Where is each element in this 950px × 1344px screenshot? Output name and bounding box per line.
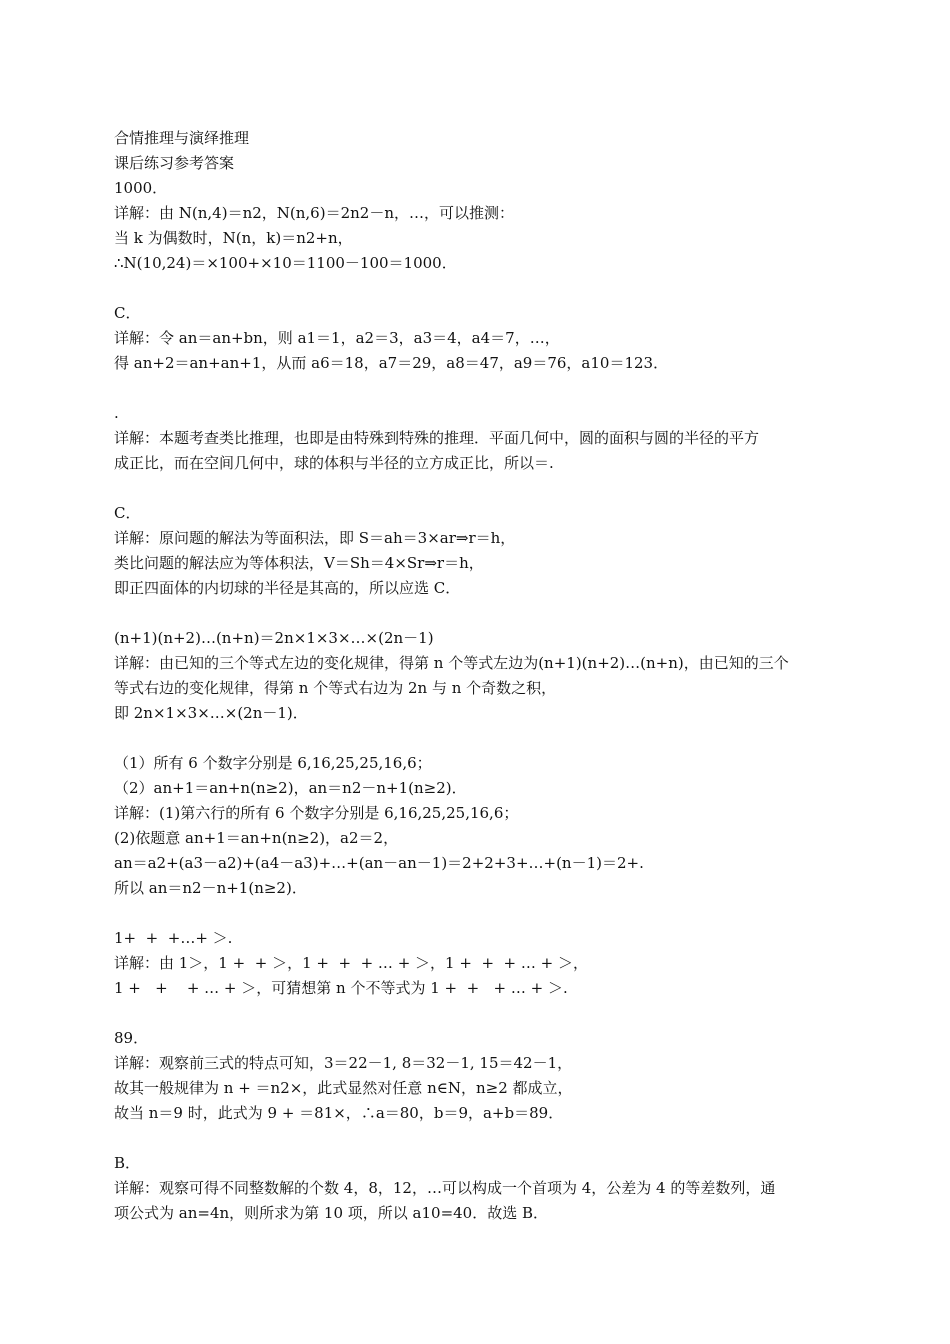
section-gap (114, 1126, 840, 1151)
explanation-line: 成正比，而在空间几何中，球的体积与半径的立方成正比，所以＝. (114, 454, 554, 472)
explanation-line: 即正四面体的内切球的半径是其高的，所以应选 C． (114, 579, 461, 597)
document-body (114, 126, 840, 1226)
document-title: 合情推理与演绎推理 (114, 129, 250, 147)
explanation-line: 1 + + + … + ＞，可猜想第 n 个不等式为 1 + + + … + ＞. (114, 979, 568, 997)
answer-line: C． (114, 504, 141, 522)
answer-line: 1+ + +…+ ＞. (114, 929, 233, 947)
answer-line: 89． (114, 1029, 149, 1047)
answer-section (114, 926, 840, 1001)
explanation-line: 详解：由 N(n,4)＝n2，N(n,6)＝2n2－n，…，可以推测： (114, 204, 514, 222)
explanation-line: 类比问题的解法应为等体积法，V＝Sh＝4×Sr⇒r＝h， (114, 554, 484, 572)
explanation-line: 即 2n×1×3×…×(2n－1)． (114, 704, 308, 722)
explanation-line: ∴N(10,24)＝×100+×10＝1100－100＝1000． (114, 254, 457, 272)
answer-section (114, 626, 840, 726)
answer-list (114, 176, 840, 1226)
explanation-line: 故其一般规律为 n + ＝n2×，此式显然对任意 n∈N，n≥2 都成立， (114, 1079, 573, 1097)
explanation-line: 详解：令 an＝an+bn，则 a1＝1，a2＝3，a3＝4，a4＝7，…， (114, 329, 560, 347)
document-subtitle: 课后练习参考答案 (114, 154, 235, 172)
answer-line: B． (114, 1154, 141, 1172)
section-gap (114, 276, 840, 301)
answer-section (114, 1026, 840, 1126)
answer-line: （1）所有 6 个数字分别是 6,16,25,25,16,6； (114, 754, 432, 772)
explanation-line: 详解：由已知的三个等式左边的变化规律，得第 n 个等式左边为(n+1)(n+2)…(n+n)，由已知的三个 (114, 654, 789, 672)
explanation-line: an＝a2+(a3－a2)+(a4－a3)+…+(an－an－1)＝2+2+3+…+(n－1)＝2+. (114, 854, 644, 872)
section-gap (114, 476, 840, 501)
explanation-line: 故当 n＝9 时，此式为 9 + ＝81×，∴a＝80，b＝9，a+b＝89． (114, 1104, 564, 1122)
answer-section (114, 401, 840, 476)
section-gap (114, 901, 840, 926)
explanation-line: 项公式为 an=4n，则所求为第 10 项，所以 a10=40．故选 B． (114, 1204, 549, 1222)
answer-section (114, 501, 840, 601)
explanation-line: 等式右边的变化规律，得第 n 个等式右边为 2n 与 n 个奇数之积， (114, 679, 557, 697)
answer-line: C． (114, 304, 141, 322)
answer-line: 1000． (114, 179, 168, 197)
explanation-line: (2)依题意 an+1＝an+n(n≥2)，a2＝2， (114, 829, 399, 847)
answer-line: (n+1)(n+2)…(n+n)＝2n×1×3×…×(2n－1) (114, 629, 434, 647)
explanation-line: 详解：由 1＞，1 + + ＞，1 + + + … + ＞，1 + + + … + ＞， (114, 954, 588, 972)
explanation-line: 详解：观察前三式的特点可知，3＝22－1, 8＝32－1, 15＝42－1， (114, 1054, 573, 1072)
explanation-line: 详解：本题考查类比推理，也即是由特殊到特殊的推理．平面几何中，圆的面积与圆的半径的平方 (114, 429, 760, 447)
explanation-line: 得 an+2＝an+an+1，从而 a6＝18，a7＝29，a8＝47，a9＝76，a10＝123． (114, 354, 669, 372)
explanation-line: 详解：原问题的解法为等面积法，即 S＝ah＝3×ar⇒r＝h， (114, 529, 516, 547)
section-gap (114, 726, 840, 751)
answer-section (114, 751, 840, 901)
explanation-line: 详解：(1)第六行的所有 6 个数字分别是 6,16,25,25,16,6； (114, 804, 519, 822)
section-gap (114, 601, 840, 626)
answer-section (114, 176, 840, 276)
explanation-line: （2）an+1＝an+n(n≥2)，an＝n2－n+1(n≥2)． (114, 779, 467, 797)
section-gap (114, 376, 840, 401)
explanation-line: 当 k 为偶数时，N(n，k)＝n2+n， (114, 229, 353, 247)
answer-line: . (114, 404, 119, 422)
explanation-line: 所以 an＝n2－n+1(n≥2)． (114, 879, 307, 897)
explanation-line: 详解：观察可得不同整数解的个数 4，8，12，…可以构成一个首项为 4，公差为 4 的等差数列，通 (114, 1179, 776, 1197)
section-gap (114, 1001, 840, 1026)
answer-section (114, 301, 840, 376)
answer-section (114, 1151, 840, 1226)
